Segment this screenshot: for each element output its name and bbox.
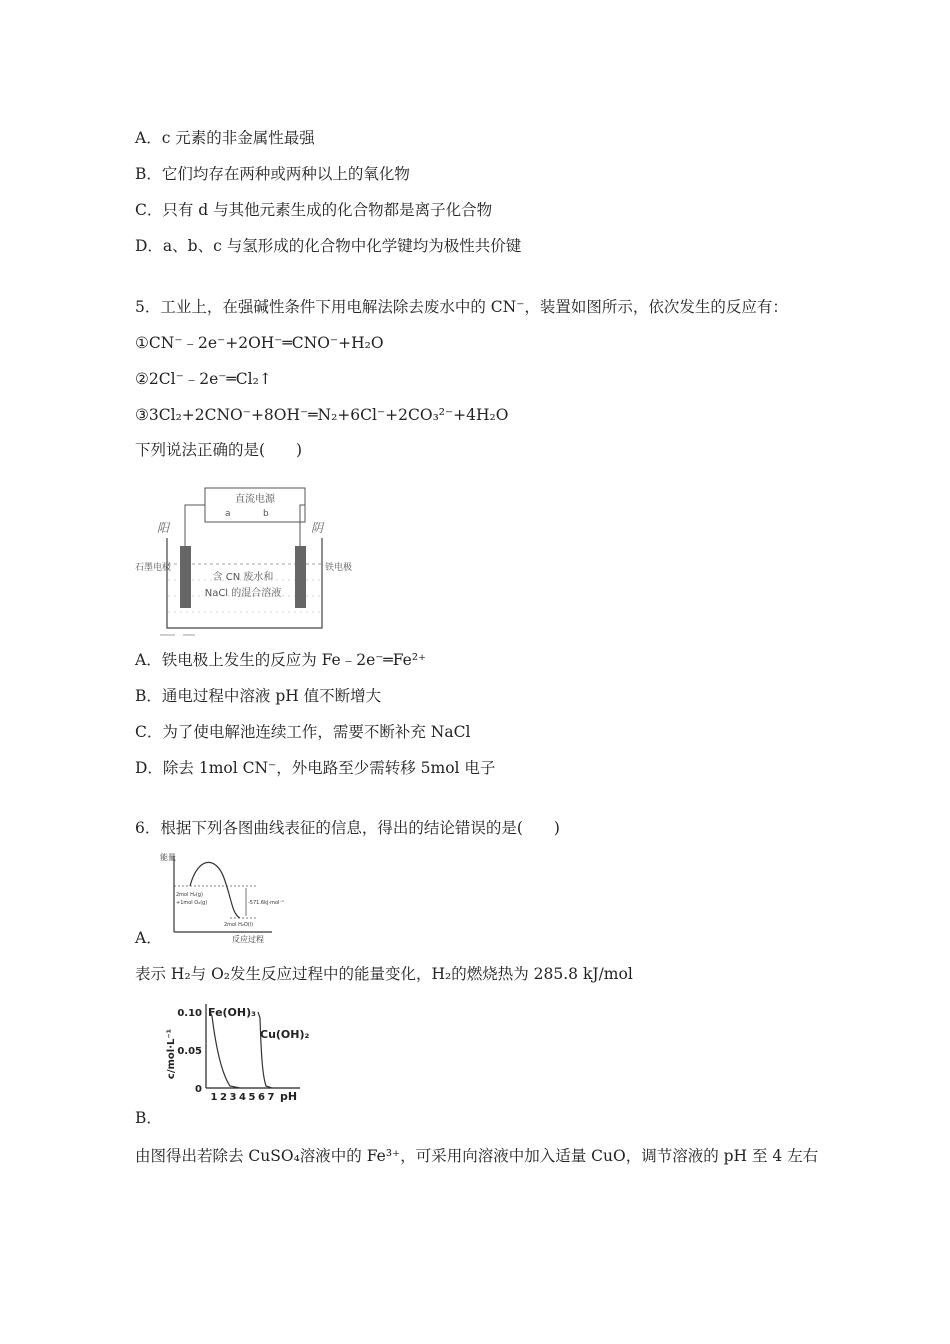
q5-option-b: B．通电过程中溶液 pH 值不断增大 <box>135 687 382 705</box>
reactants-label-2: +1mol O₂(g) <box>176 900 208 906</box>
q4-option-a: A．c 元素的非金属性最强 <box>135 129 315 147</box>
q6-label-a: A． <box>135 929 162 947</box>
energy-diagram <box>160 848 285 944</box>
energy-axis-label: 能量 <box>160 853 176 862</box>
solution-label-1: 含 CN 废水和 <box>212 572 274 583</box>
anode-handwritten-label: 阳 <box>157 521 170 535</box>
reactants-label-1: 2mol H₂(g) <box>176 892 203 898</box>
right-wire <box>300 505 305 548</box>
q4-option-c: C．只有 d 与其他元素生成的化合物都是离子化合物 <box>135 201 493 219</box>
q4-option-d: D．a、b、c 与氢形成的化合物中化学键均为极性共价键 <box>135 237 522 255</box>
q5-reaction-2: ②2Cl⁻﹣2e⁻═Cl₂↑ <box>135 370 272 388</box>
q5-stem: 5．工业上，在强碱性条件下用电解法除去废水中的 CN⁻，装置如图所示，依次发生的反应有： <box>135 298 788 316</box>
x-tick-label: 2 <box>220 1092 227 1103</box>
x-tick-label: 3 <box>229 1092 237 1103</box>
delta-h-label: -571.6kJ·mol⁻¹ <box>248 900 285 906</box>
q5-reaction-1: ①CN⁻﹣2e⁻+2OH⁻═CNO⁻+H₂O <box>135 334 384 352</box>
x-tick-label: 4 <box>239 1092 246 1103</box>
q4-option-b: B．它们均存在两种或两种以上的氧化物 <box>135 165 410 183</box>
cu-oh2-curve <box>258 1012 272 1088</box>
cu-oh2-label: Cu(OH)₂ <box>260 1028 310 1041</box>
q6-text-a: 表示 H₂与 O₂发生反应过程中的能量变化，H₂的燃烧热为 285.8 kJ/mol <box>135 965 633 983</box>
q6-stem: 6．根据下列各图曲线表征的信息，得出的结论错误的是( ) <box>135 819 560 837</box>
q6-text-b: 由图得出若除去 CuSO₄溶液中的 Fe³⁺，可采用向溶液中加入适量 CuO，调节溶液的 pH 至 4 左右 <box>135 1147 819 1165</box>
iron-electrode-label: 铁电极 <box>325 563 353 573</box>
left-wire <box>185 505 205 548</box>
q5-question: 下列说法正确的是( ) <box>135 441 303 459</box>
fe-oh3-curve <box>210 1012 240 1088</box>
cathode-handwritten-label: 阴 <box>311 521 324 535</box>
q5-option-c: C．为了使电解池连续工作，需要不断补充 NaCl <box>135 723 471 741</box>
x-tick-label: 5 <box>248 1092 256 1103</box>
iron-electrode <box>295 546 306 608</box>
fe-oh3-label: Fe(OH)₃ <box>208 1006 256 1019</box>
power-supply-label: 直流电源 <box>235 494 275 505</box>
q5-option-a: A．铁电极上发生的反应为 Fe﹣2e⁻═Fe²⁺ <box>135 651 427 669</box>
q6-label-b: B． <box>135 1109 162 1127</box>
x-tick-label: 7 <box>267 1092 275 1103</box>
precipitation-chart <box>160 998 310 1106</box>
q5-option-d: D．除去 1mol CN⁻，外电路至少需转移 5mol 电子 <box>135 759 496 777</box>
product-label: 2mol H₂O(l) <box>224 922 254 928</box>
y-tick-label: 0 <box>195 1084 202 1095</box>
y-tick-label: 0.10 <box>177 1008 202 1019</box>
graphite-electrode-label: 石墨电极 <box>135 563 172 573</box>
reaction-coordinate-label: 反应过程 <box>232 935 264 944</box>
terminal-b-label: b <box>263 509 269 519</box>
x-tick-label: 1 <box>210 1092 218 1103</box>
y-tick-label: 0.05 <box>177 1046 202 1057</box>
terminal-a-label: a <box>225 509 231 519</box>
graphite-electrode <box>180 546 191 608</box>
ph-unit-label: pH <box>280 1090 298 1103</box>
energy-curve <box>190 862 240 918</box>
electrolysis-cell-figure <box>135 480 365 640</box>
solution-label-2: NaCl 的混合溶液 <box>204 588 282 599</box>
concentration-axis-label: c/mol·L⁻¹ <box>166 1028 177 1080</box>
x-tick-label: 6 <box>258 1092 265 1103</box>
q5-reaction-3: ③3Cl₂+2CNO⁻+8OH⁻═N₂+6Cl⁻+2CO₃²⁻+4H₂O <box>135 406 509 424</box>
